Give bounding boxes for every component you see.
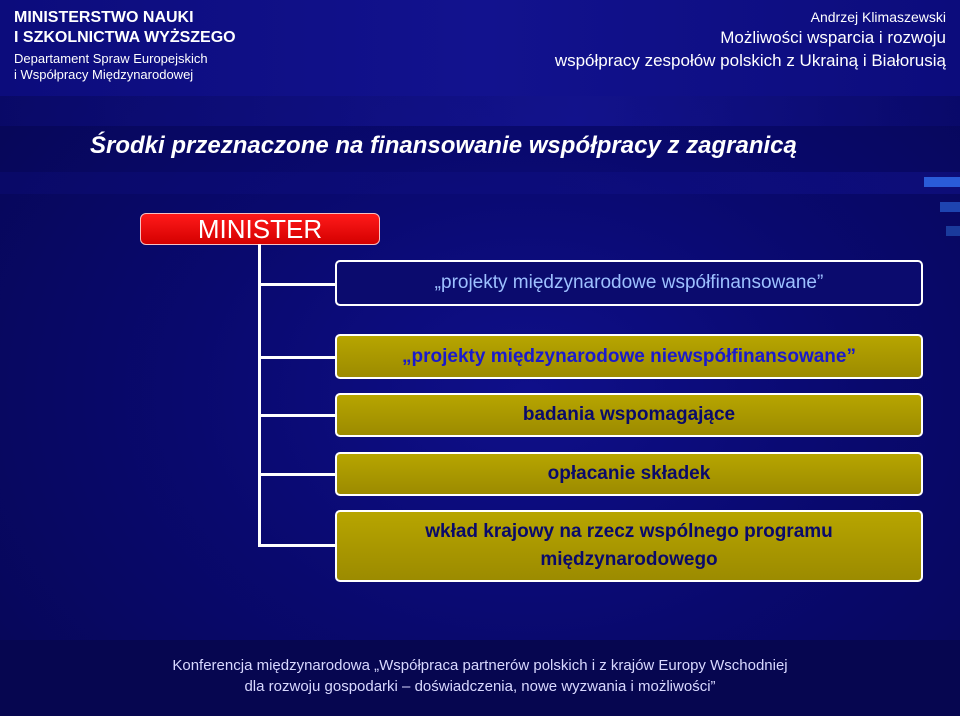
- ministry-block: [14, 8, 236, 83]
- connector-branch: [258, 356, 336, 359]
- footer-line1: Konferencja międzynarodowa „Współpraca partnerów polskich i z krajów Europy Wschodniej: [172, 657, 788, 674]
- connector-branch: [258, 473, 336, 476]
- author-block: [555, 8, 946, 72]
- funding-item-label: wkład krajowy na rzecz wspólnego programu międzynarodowego: [425, 521, 833, 570]
- funding-item-label: „projekty międzynarodowe niewspółfinansowane”: [402, 346, 856, 367]
- funding-item-label: badania wspomagające: [522, 404, 736, 425]
- funding-item-non-cofinanced: [335, 334, 923, 379]
- decor-stripe: [940, 202, 960, 212]
- connector-branch: [258, 414, 336, 417]
- topic-line1: Możliwości wsparcia i rozwoju: [720, 28, 946, 47]
- slide-footer: [0, 655, 960, 697]
- department-line1: Departament Spraw Europejskich: [14, 51, 208, 66]
- slide-header: [0, 0, 960, 96]
- decor-band: [0, 172, 960, 194]
- topic-line2: współpracy zespołów polskich z Ukrainą i Białorusią: [554, 51, 946, 70]
- slide-title: Środki przeznaczone na finansowanie współpracy z zagranicą: [90, 132, 797, 159]
- ministry-name-line2: I SZKOLNICTWA WYŻSZEGO: [14, 29, 236, 46]
- funding-item-research: [335, 393, 923, 437]
- connector-branch: [258, 283, 336, 286]
- connector-branch: [258, 544, 336, 547]
- minister-box: MINISTER: [140, 213, 380, 245]
- decor-band: [0, 96, 960, 126]
- decor-stripe: [946, 226, 960, 236]
- author-name: Andrzej Klimaszewski: [810, 9, 946, 25]
- funding-item-label: opłacanie składek: [547, 463, 711, 484]
- funding-item-cofinanced: [335, 260, 923, 306]
- funding-item-fees: [335, 452, 923, 496]
- funding-item-national-contribution: [335, 510, 923, 582]
- footer-line2: dla rozwoju gospodarki – doświadczenia, nowe wyzwania i możliwości”: [244, 678, 716, 695]
- funding-item-label: „projekty międzynarodowe współfinansowane”: [434, 272, 824, 293]
- connector-vertical: [258, 244, 261, 546]
- ministry-name-line1: MINISTERSTWO NAUKI: [14, 9, 194, 26]
- department-line2: i Współpracy Międzynarodowej: [14, 67, 194, 82]
- decor-stripe: [924, 177, 960, 187]
